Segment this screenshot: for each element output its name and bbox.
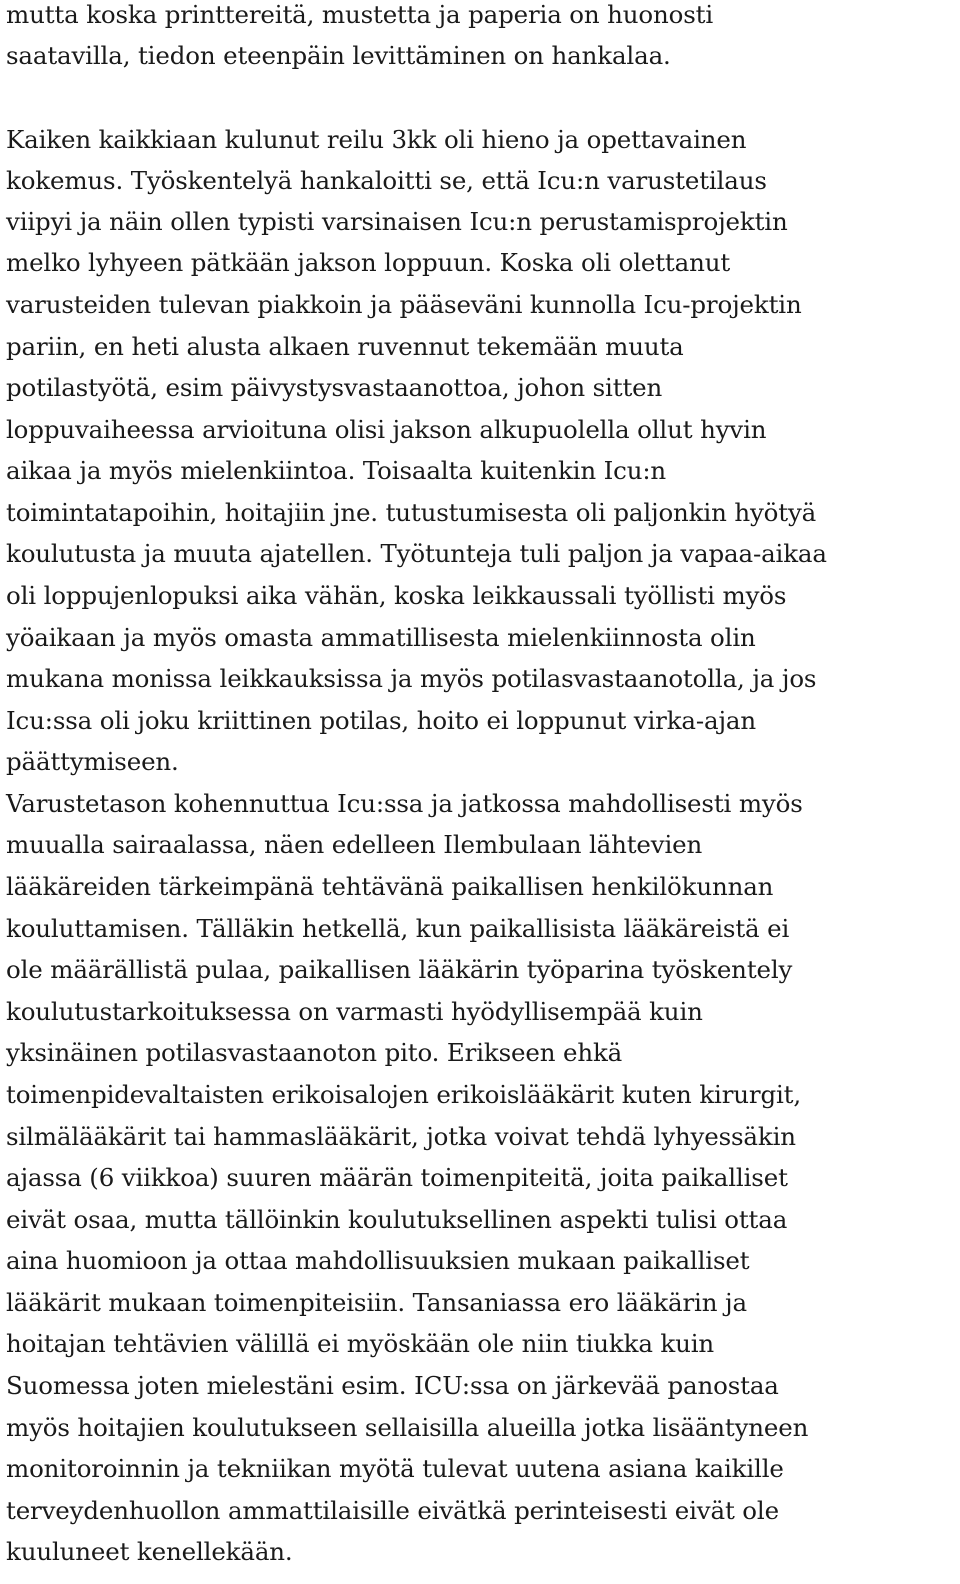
text-line: päättymiseen. [6, 747, 179, 776]
text-line: monitoroinnin ja tekniikan myötä tulevat uutena asiana kaikille [6, 1454, 784, 1483]
text-line: ajassa (6 viikkoa) suuren määrän toimenpiteitä, joita paikalliset [6, 1163, 788, 1192]
text-line: loppuvaiheessa arvioituna olisi jakson alkupuolella ollut hyvin [6, 415, 767, 444]
text-line: mutta koska printtereitä, mustetta ja paperia on huonosti [6, 0, 714, 29]
text-line: Icu:ssa oli joku kriittinen potilas, hoito ei loppunut virka-ajan [6, 706, 757, 735]
text-line: terveydenhuollon ammattilaisille eivätkä perinteisesti eivät ole [6, 1496, 779, 1525]
text-line: lääkärit mukaan toimenpiteisiin. Tansaniassa ero lääkärin ja [6, 1288, 747, 1317]
text-line: oli loppujenlopuksi aika vähän, koska leikkaussali työllisti myös [6, 581, 787, 610]
text-line: aina huomioon ja ottaa mahdollisuuksien mukaan paikalliset [6, 1246, 750, 1275]
text-line: eivät osaa, mutta tällöinkin koulutuksellinen aspekti tulisi ottaa [6, 1205, 788, 1234]
text-line: muualla sairaalassa, näen edelleen Ilembulaan lähtevien [6, 830, 703, 859]
text-line: potilastyötä, esim päivystysvastaanottoa, johon sitten [6, 373, 663, 402]
text-line: mukana monissa leikkauksissa ja myös potilasvastaanotolla, ja jos [6, 664, 817, 693]
text-line: yöaikaan ja myös omasta ammatillisesta mielenkiinnosta olin [6, 623, 756, 652]
text-line: aikaa ja myös mielenkiintoa. Toisaalta kuitenkin Icu:n [6, 456, 667, 485]
text-line: melko lyhyeen pätkään jakson loppuun. Koska oli olettanut [6, 248, 731, 277]
text-line: Kaiken kaikkiaan kulunut reilu 3kk oli hieno ja opettavainen [6, 125, 747, 154]
text-line: toimenpidevaltaisten erikoisalojen erikoislääkärit kuten kirurgit, [6, 1080, 802, 1109]
text-line: ole määrällistä pulaa, paikallisen lääkärin työparina työskentely [6, 955, 793, 984]
text-line: pariin, en heti alusta alkaen ruvennut tekemään muuta [6, 332, 684, 361]
text-line: viipyi ja näin ollen typisti varsinaisen Icu:n perustamisprojektin [6, 207, 788, 236]
text-line: koulutusta ja muuta ajatellen. Työtunteja tuli paljon ja vapaa-aikaa [6, 539, 827, 568]
text-line: koulutustarkoituksessa on varmasti hyödyllisempää kuin [6, 997, 703, 1026]
text-line: saatavilla, tiedon eteenpäin levittäminen on hankalaa. [6, 41, 671, 70]
text-line: varusteiden tulevan piakkoin ja pääseväni kunnolla Icu-projektin [6, 290, 802, 319]
text-line: hoitajan tehtävien välillä ei myöskään ole niin tiukka kuin [6, 1329, 715, 1358]
text-line: silmälääkärit tai hammaslääkärit, jotka voivat tehdä lyhyessäkin [6, 1122, 796, 1151]
text-line: Suomessa joten mielestäni esim. ICU:ssa on järkevää panostaa [6, 1371, 779, 1400]
text-line: toimintatapoihin, hoitajiin jne. tutustumisesta oli paljonkin hyötyä [6, 498, 817, 527]
text-line: Varustetason kohennuttua Icu:ssa ja jatkossa mahdollisesti myös [6, 789, 803, 818]
text-line: kokemus. Työskentelyä hankaloitti se, että Icu:n varustetilaus [6, 166, 767, 195]
text-line: yksinäinen potilasvastaanoton pito. Erikseen ehkä [6, 1038, 623, 1067]
text-line: lääkäreiden tärkeimpänä tehtävänä paikallisen henkilökunnan [6, 872, 774, 901]
text-line: myös hoitajien koulutukseen sellaisilla alueilla jotka lisääntyneen [6, 1413, 809, 1442]
text-line: kouluttamisen. Tälläkin hetkellä, kun paikallisista lääkäreistä ei [6, 914, 790, 943]
text-line: kuuluneet kenellekään. [6, 1537, 293, 1566]
